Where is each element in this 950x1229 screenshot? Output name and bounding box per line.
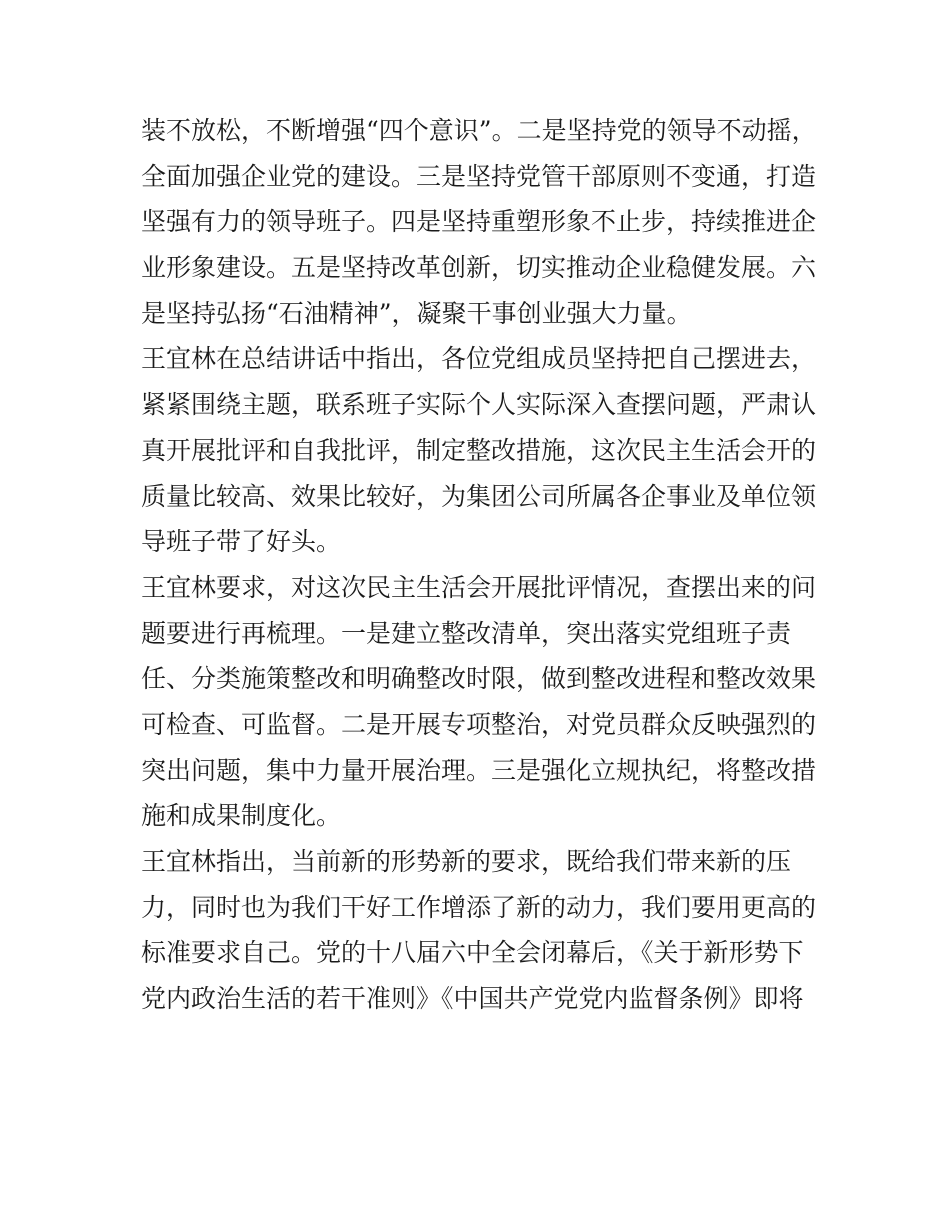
body-text xyxy=(141,108,821,1022)
text-line: 是坚持弘扬“石油精神”，凝聚干事创业强大力量。 xyxy=(141,298,692,328)
text-line: 坚强有力的领导班子。四是坚持重塑形象不止步，持续推进企 xyxy=(141,207,817,237)
text-line: 突出问题，集中力量开展治理。三是强化立规执纪，将整改措 xyxy=(141,755,817,785)
text-line: 王宜林在总结讲话中指出，各位党组成员坚持把自己摆进去， xyxy=(141,344,817,374)
text-line: 施和成果制度化。 xyxy=(141,801,342,831)
text-line: 党内政治生活的若干准则》《中国共产党党内监督条例》即将 xyxy=(141,984,804,1014)
text-line: 题要进行再梳理。一是建立整改清单，突出落实党组班子责 xyxy=(141,618,792,648)
text-line: 紧紧围绕主题，联系班子实际个人实际深入查摆问题，严肃认 xyxy=(141,390,817,420)
text-line: 可检查、可监督。二是开展专项整治，对党员群众反映强烈的 xyxy=(141,709,817,739)
text-line: 王宜林指出，当前新的形势新的要求，既给我们带来新的压 xyxy=(141,847,792,876)
text-line: 任、分类施策整改和明确整改时限，做到整改进程和整改效果 xyxy=(141,664,817,694)
text-line: 导班子带了好头。 xyxy=(141,527,342,557)
text-line: 全面加强企业党的建设。三是坚持党管干部原则不变通，打造 xyxy=(141,161,817,191)
text-line: 王宜林要求，对这次民主生活会开展批评情况，查摆出来的问 xyxy=(141,572,817,602)
text-line: 装不放松，不断增强“四个意识”。二是坚持党的领导不动摇， xyxy=(141,116,817,145)
text-line: 真开展批评和自我批评，制定整改措施，这次民主生活会开的 xyxy=(141,435,817,465)
text-line: 标准要求自己。党的十八届六中全会闭幕后，《关于新形势下 xyxy=(141,938,804,968)
text-line: 业形象建设。五是坚持改革创新，切实推动企业稳健发展。六 xyxy=(141,253,817,283)
text-line: 质量比较高、效果比较好，为集团公司所属各企事业及单位领 xyxy=(141,481,817,511)
text-line: 力，同时也为我们干好工作增添了新的动力，我们要用更高的 xyxy=(141,892,817,922)
